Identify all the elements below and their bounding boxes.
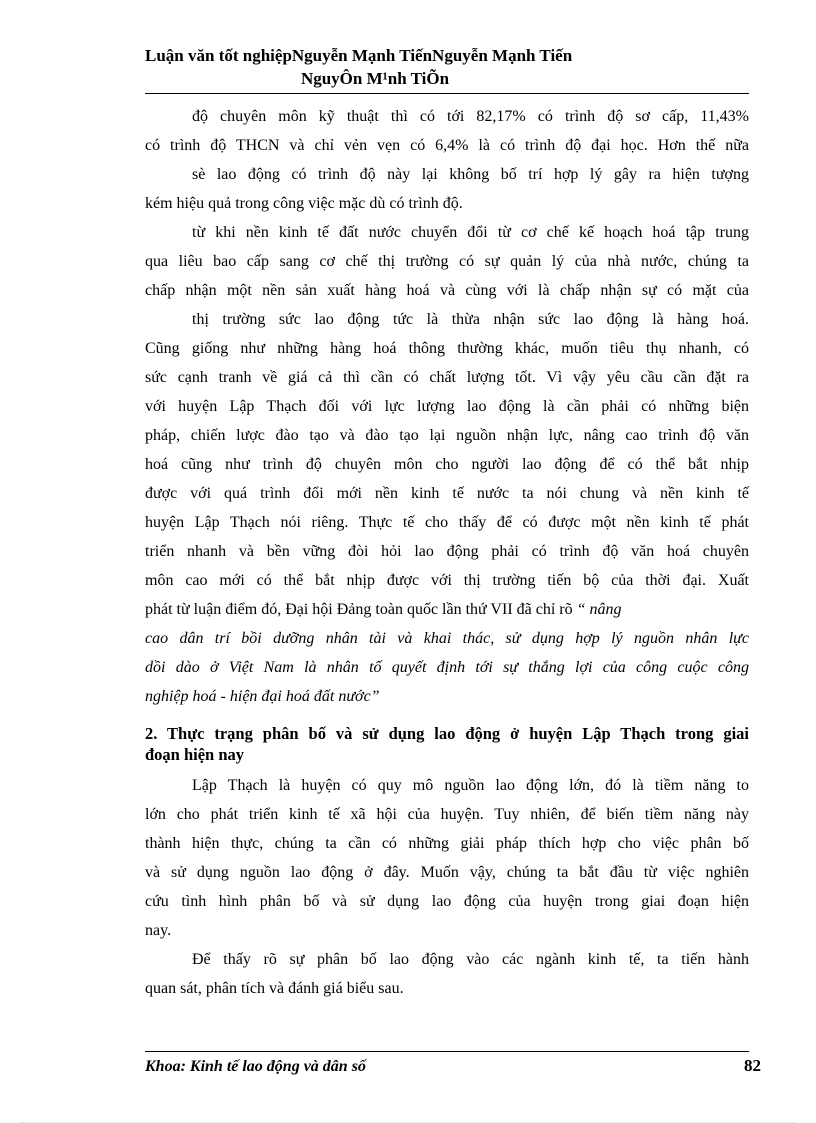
text-segment: phát từ luận điểm đó, Đại hội Đảng toàn quốc lần thứ VII đã chỉ rõ <box>145 601 573 618</box>
text-line: môn cao mới có thể bắt nhịp được với thị trường tiến bộ của thời đại. Xuất <box>145 572 749 589</box>
text-line: chấp nhận một nền sản xuất hàng hoá và cùng với là chấp nhận sự có mặt của <box>145 282 749 299</box>
quote-line: nghiệp hoá - hiện đại hoá đất nước” <box>145 688 380 705</box>
text-line: có trình độ THCN và chỉ vẻn vẹn có 6,4% là có trình độ đại học. Hơn thế nữa <box>145 137 749 154</box>
text-line: triển nhanh và bền vững đòi hỏi lao động phải có trình độ văn hoá chuyên <box>145 543 749 560</box>
text-line: Để thấy rõ sự phân bố lao động vào các ngành kinh tế, ta tiến hành <box>192 951 749 968</box>
quote-start: “ nâng <box>576 601 622 618</box>
header-divider <box>145 93 749 94</box>
text-line: thành hiện thực, chúng ta cần có những giải pháp thích hợp cho việc phân bố <box>145 835 749 852</box>
text-line: được với quá trình đổi mới nền kinh tế nước ta nói chung và nền kinh tế <box>145 485 749 502</box>
text-line: quan sát, phân tích và đánh giá biểu sau. <box>145 980 404 997</box>
text-line: pháp, chiến lược đào tạo và đào tạo lại nguồn nhận lực, nâng cao trình độ văn <box>145 427 749 444</box>
text-line: hoá cũng như trình độ chuyên môn cho người lao động để có thể bắt nhịp <box>145 456 749 473</box>
text-line: Cũng giống như những hàng hoá thông thường khác, muốn tiêu thụ nhanh, có <box>145 340 749 357</box>
section-heading <box>145 723 749 765</box>
section-heading-line: đoạn hiện nay <box>145 745 245 764</box>
text-line: sức cạnh tranh về giá cả thì cần có chất lượng tốt. Vì vậy yêu cầu cần đặt ra <box>145 369 749 386</box>
page-header <box>145 44 605 90</box>
footer-divider <box>145 1051 749 1052</box>
text-line: và sử dụng nguồn lao động ở đây. Muốn vậy, chúng ta bắt đầu từ việc nghiên <box>145 864 749 881</box>
text-line: Lập Thạch là huyện có quy mô nguồn lao động lớn, đó là tiềm năng to <box>192 777 749 794</box>
text-line <box>145 595 749 624</box>
text-line: độ chuyên môn kỹ thuật thì có tới 82,17% có trình độ sơ cấp, 11,43% <box>192 108 749 125</box>
text-line: huyện Lập Thạch nói riêng. Thực tế cho thấy để có được một nền kinh tế phát <box>145 514 749 531</box>
quote-line: dồi dào ở Việt Nam là nhân tố quyết định tới sự thắng lợi của công cuộc công <box>145 659 749 676</box>
page-number: 82 <box>744 1056 761 1075</box>
section-heading-line: 2. Thực trạng phân bố và sử dụng lao động ở huyện Lập Thạch trong giai <box>145 724 749 743</box>
text-line: với huyện Lập Thạch đối với lực lượng lao động là cần phải có những biện <box>145 398 749 415</box>
text-line: từ khi nền kinh tế đất nước chuyển đổi từ cơ chế kế hoạch hoá tập trung <box>192 224 749 241</box>
text-line: qua liêu bao cấp sang cơ chế thị trường có sự quản lý của nhà nước, chúng ta <box>145 253 749 270</box>
text-line: lớn cho phát triển kinh tế xã hội của huyện. Tuy nhiên, để biến tiềm năng này <box>145 806 749 823</box>
text-line: sè lao động có trình độ này lại không bố trí hợp lý gây ra hiện tượng <box>192 166 749 183</box>
text-line: kém hiệu quả trong công việc mặc dù có trình độ. <box>145 195 463 212</box>
text-line: nay. <box>145 922 172 939</box>
text-line: thị trường sức lao động tức là thừa nhận sức lao động là hàng hoá. <box>192 311 749 328</box>
header-author: NguyÔn M¹nh TiÕn <box>300 69 450 88</box>
text-line: cứu tình hình phân bố và sử dụng lao động của huyện trong giai đoạn hiện <box>145 893 749 910</box>
header-title: Luận văn tốt nghiệpNguyễn Mạnh TiếnNguyễn Mạnh Tiến <box>145 46 573 65</box>
quote-line: cao dân trí bồi dưỡng nhân tài và khai thác, sử dụng hợp lý nguồn nhân lực <box>145 630 749 647</box>
document-body <box>145 102 749 1003</box>
footer-department: Khoa: Kinh tế lao động và dân số <box>145 1058 366 1075</box>
